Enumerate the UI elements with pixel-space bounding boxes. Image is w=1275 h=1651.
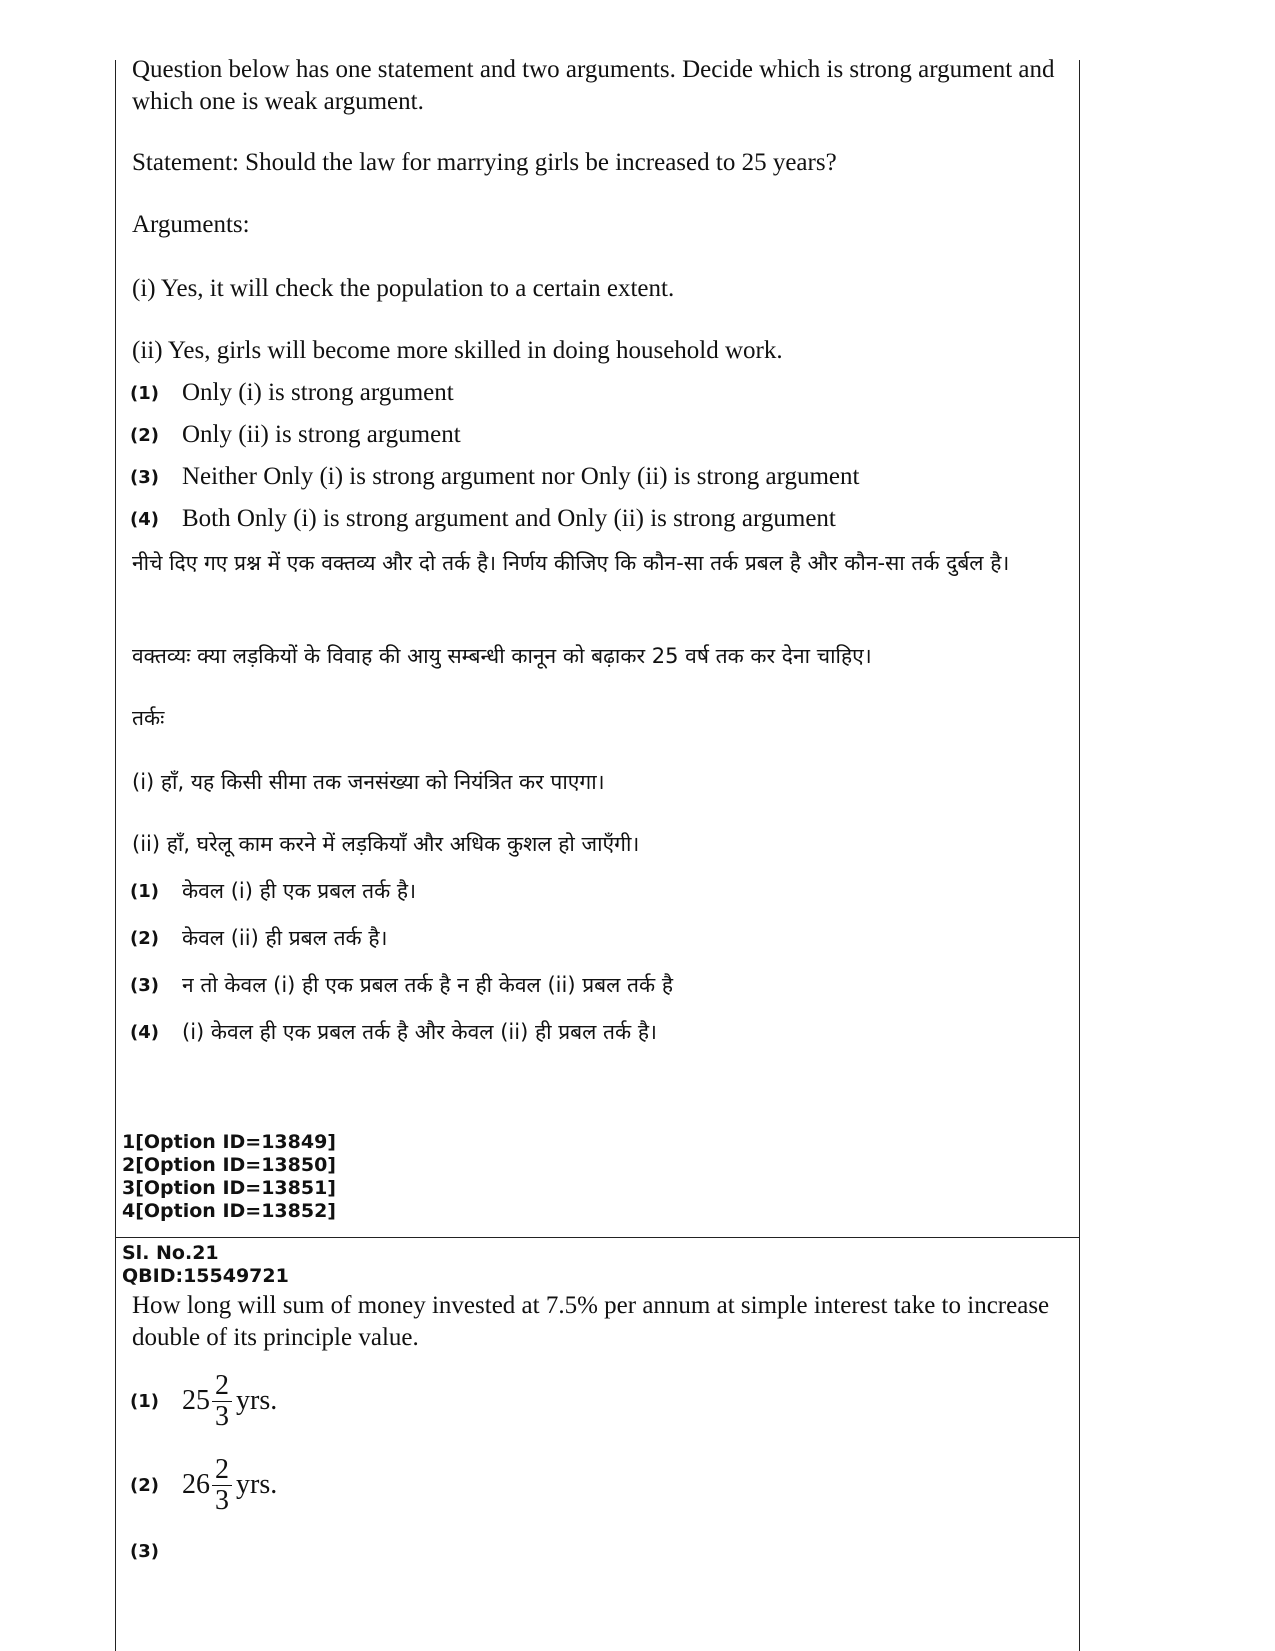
numerator: 2 bbox=[215, 1453, 229, 1485]
option-4-en[interactable] bbox=[130, 503, 836, 535]
question-bank-id: QBID:15549721 bbox=[122, 1265, 289, 1287]
fraction bbox=[212, 1371, 232, 1432]
option-1-hi[interactable] bbox=[130, 875, 416, 907]
option-text: Neither Only (i) is strong argument nor Only (ii) is strong argument bbox=[182, 463, 860, 490]
option-number: (3) bbox=[130, 1540, 159, 1562]
whole-number: 25 bbox=[182, 1385, 210, 1416]
option-text: (i) केवल ही एक प्रबल तर्क है और केवल (ii) ही प्रबल तर्क है। bbox=[182, 1020, 657, 1044]
argument-1-en: (i) Yes, it will check the population to a certain extent. bbox=[132, 275, 675, 302]
option-3[interactable] bbox=[130, 1535, 182, 1567]
argument-2-en: (ii) Yes, girls will become more skilled in doing household work. bbox=[132, 337, 783, 364]
option-number: (4) bbox=[130, 1021, 159, 1043]
arguments-label-hi: तर्कः bbox=[132, 706, 165, 730]
option-text: Both Only (i) is strong argument and Only (ii) is strong argument bbox=[182, 505, 836, 532]
option-id-4: 4[Option ID=13852] bbox=[122, 1200, 336, 1222]
option-id-2: 2[Option ID=13850] bbox=[122, 1154, 336, 1176]
unit: yrs. bbox=[236, 1469, 278, 1500]
option-number: (1) bbox=[130, 880, 159, 902]
option-number: (2) bbox=[130, 1474, 159, 1496]
question-intro-hi: नीचे दिए गए प्रश्न में एक वक्तव्य और दो तर्क है। निर्णय कीजिए कि कौन-सा तर्क प्रबल है और कौन-सा तर्क दुर्बल है। bbox=[132, 551, 1010, 575]
option-id-3: 3[Option ID=13851] bbox=[122, 1177, 336, 1199]
option-text: केवल (ii) ही प्रबल तर्क है। bbox=[182, 926, 388, 950]
option-2-en[interactable] bbox=[130, 419, 461, 451]
question-intro-en: Question below has one statement and two arguments. Decide which is strong argument and which one is weak argument. bbox=[132, 56, 1055, 115]
option-4-hi[interactable] bbox=[130, 1016, 657, 1048]
option-number: (3) bbox=[130, 466, 159, 488]
statement-en: Statement: Should the law for marrying girls be increased to 25 years? bbox=[132, 149, 837, 176]
option-2-hi[interactable] bbox=[130, 922, 387, 954]
option-number: (4) bbox=[130, 508, 159, 530]
option-1[interactable] bbox=[130, 1366, 277, 1436]
option-text: न तो केवल (i) ही एक प्रबल तर्क है न ही केवल (ii) प्रबल तर्क है bbox=[182, 973, 673, 997]
serial-number: Sl. No.21 bbox=[122, 1242, 219, 1264]
option-id-1: 1[Option ID=13849] bbox=[122, 1131, 336, 1153]
option-number: (2) bbox=[130, 927, 159, 949]
question-text: How long will sum of money invested at 7.5% per annum at simple interest take to increase double of its principle value. bbox=[132, 1292, 1050, 1351]
unit: yrs. bbox=[236, 1385, 278, 1416]
question-separator bbox=[115, 1237, 1080, 1238]
option-number: (2) bbox=[130, 424, 159, 446]
statement-hi: वक्तव्यः क्या लड़कियों के विवाह की आयु सम्बन्धी कानून को बढ़ाकर 25 वर्ष तक कर देना चाहिए। bbox=[132, 644, 872, 668]
option-text: केवल (i) ही एक प्रबल तर्क है। bbox=[182, 879, 417, 903]
option-3-hi[interactable] bbox=[130, 969, 673, 1001]
option-text: Only (ii) is strong argument bbox=[182, 421, 461, 448]
option-number: (1) bbox=[130, 1390, 159, 1412]
whole-number: 26 bbox=[182, 1469, 210, 1500]
option-1-en[interactable] bbox=[130, 377, 454, 409]
argument-1-hi: (i) हाँ, यह किसी सीमा तक जनसंख्या को नियंत्रित कर पाएगा। bbox=[132, 770, 605, 794]
denominator: 3 bbox=[215, 1484, 229, 1516]
mixed-fraction bbox=[182, 1455, 277, 1516]
option-2[interactable] bbox=[130, 1450, 277, 1520]
option-number: (3) bbox=[130, 974, 159, 996]
option-number: (1) bbox=[130, 382, 159, 404]
mixed-fraction bbox=[182, 1371, 277, 1432]
option-text: Only (i) is strong argument bbox=[182, 379, 454, 406]
numerator: 2 bbox=[215, 1369, 229, 1401]
option-3-en[interactable] bbox=[130, 461, 859, 493]
arguments-label-en: Arguments: bbox=[132, 211, 250, 238]
fraction bbox=[212, 1455, 232, 1516]
denominator: 3 bbox=[215, 1400, 229, 1432]
argument-2-hi: (ii) हाँ, घरेलू काम करने में लड़कियाँ और अधिक कुशल हो जाएँगी। bbox=[132, 832, 640, 856]
